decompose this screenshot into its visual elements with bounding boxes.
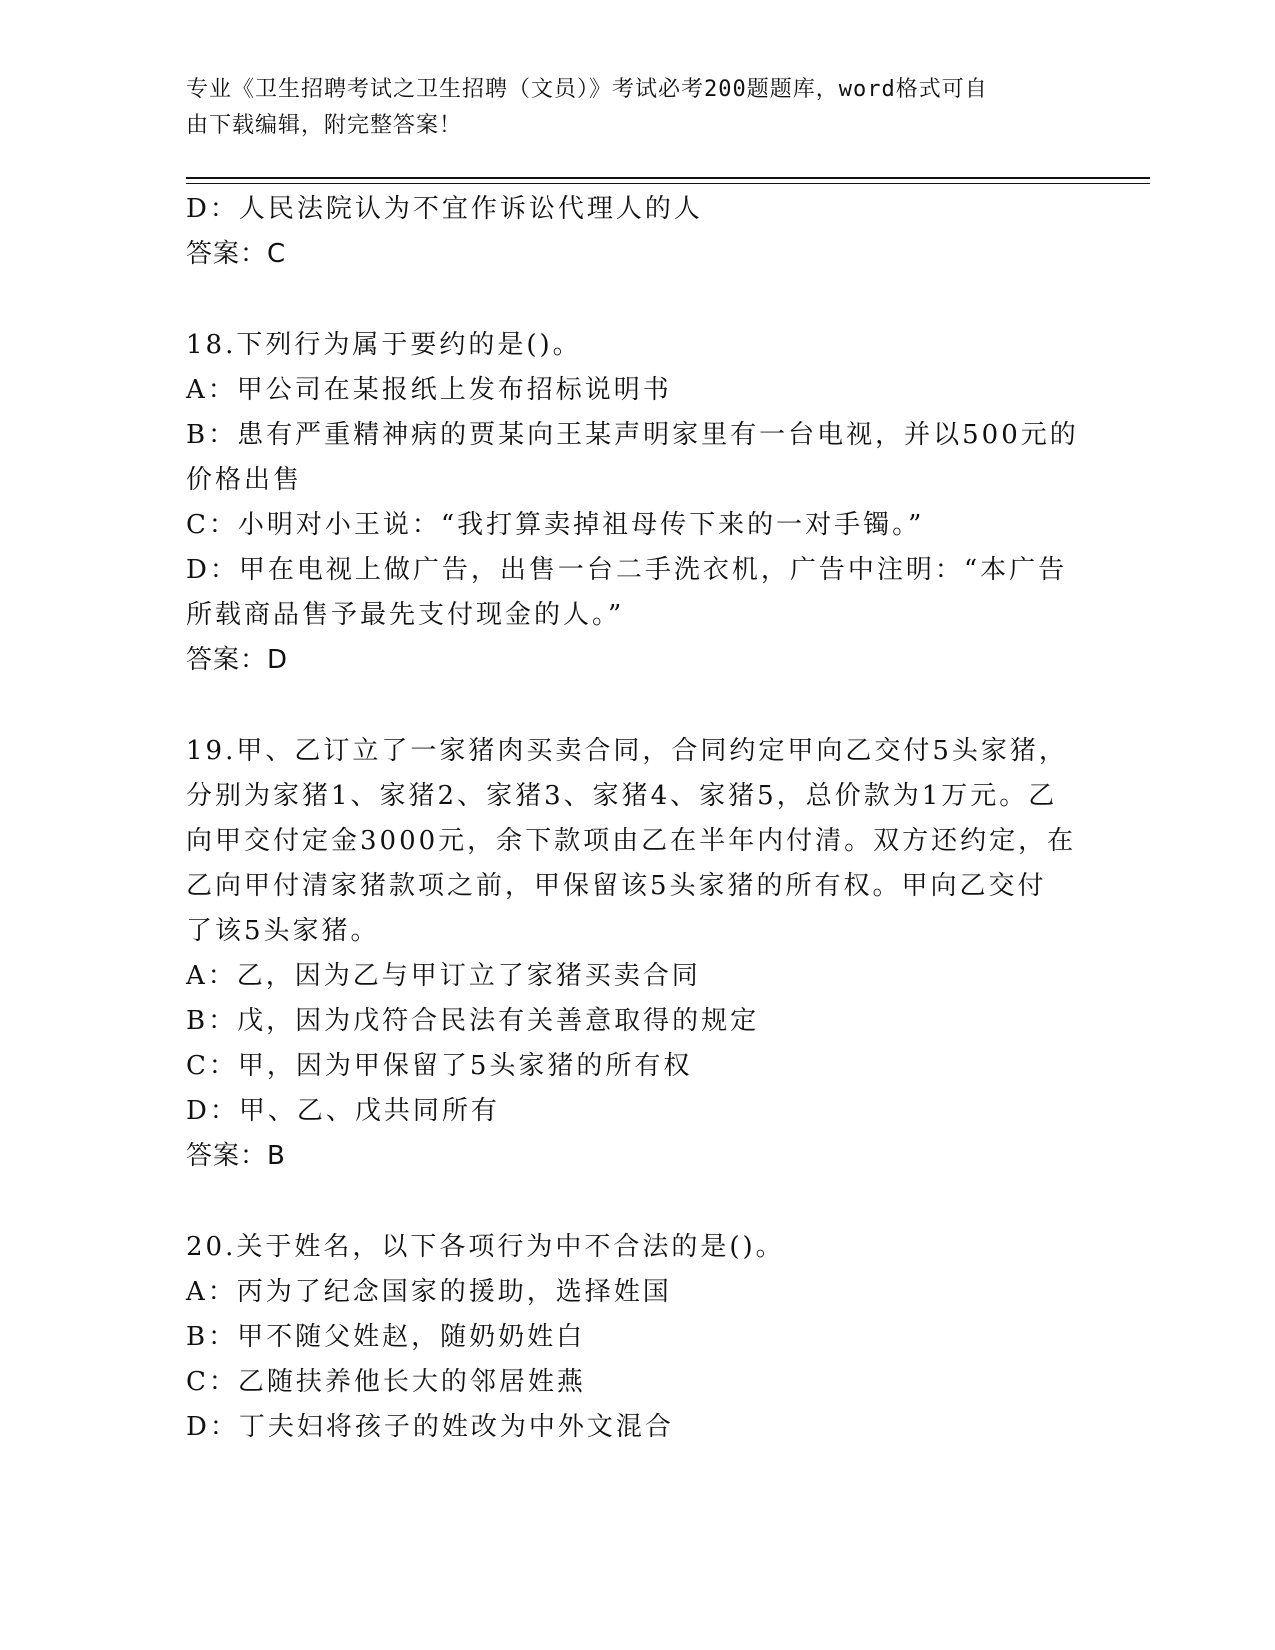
option-d-line-2: 所载商品售予最先支付现金的人。”	[186, 600, 625, 630]
option-c: C：乙随扶养他长大的邻居姓燕	[186, 1367, 586, 1397]
document-header	[186, 72, 1066, 144]
question-text-line-2: 分别为家猪1、家猪2、家猪3、家猪4、家猪5，总价款为1万元。乙	[186, 781, 1058, 811]
question-19	[186, 729, 1086, 1179]
option-b-line-1: B：患有严重精神病的贾某向王某声明家里有一台电视，并以500元的	[186, 420, 1079, 450]
option-d: D：人民法院认为不宜作诉讼代理人的人	[186, 194, 703, 224]
document-body	[186, 187, 1086, 1450]
question-17	[186, 187, 1086, 277]
answer: 答案：D	[186, 645, 289, 675]
option-c: C：小明对小王说：“我打算卖掉祖母传下来的一对手镯。”	[186, 510, 925, 540]
question-text: 20.关于姓名，以下各项行为中不合法的是()。	[186, 1232, 785, 1262]
option-c: C：甲，因为甲保留了5头家猪的所有权	[186, 1051, 693, 1081]
header-line-2: 由下载编辑，附完整答案！	[186, 113, 463, 138]
question-18	[186, 323, 1086, 683]
header-line-1: 专业《卫生招聘考试之卫生招聘（文员）》考试必考200题题库，word格式可自	[186, 77, 988, 102]
option-d-line-1: D：甲在电视上做广告，出售一台二手洗衣机，广告中注明：“本广告	[186, 555, 1068, 585]
question-text-line-3: 向甲交付定金3000元，余下款项由乙在半年内付清。双方还约定，在	[186, 826, 1077, 856]
answer: 答案：B	[186, 1141, 286, 1171]
option-a: A：乙，因为乙与甲订立了家猪买卖合同	[186, 961, 701, 991]
question-text: 18.下列行为属于要约的是()。	[186, 330, 582, 360]
option-d: D：甲、乙、戊共同所有	[186, 1096, 500, 1126]
question-20	[186, 1225, 1086, 1450]
option-b: B：甲不随父姓赵，随奶奶姓白	[186, 1322, 586, 1352]
question-text-line-4: 乙向甲付清家猪款项之前，甲保留该5头家猪的所有权。甲向乙交付	[186, 871, 1047, 901]
option-a: A：丙为了纪念国家的援助，选择姓国	[186, 1277, 672, 1307]
header-divider-thick	[186, 177, 1150, 179]
option-b: B：戊，因为戊符合民法有关善意取得的规定	[186, 1006, 760, 1036]
question-text-line-1: 19.甲、乙订立了一家猪肉买卖合同，合同约定甲向乙交付5头家猪，	[186, 736, 1068, 766]
question-text-line-5: 了该5头家猪。	[186, 916, 380, 946]
option-d: D：丁夫妇将孩子的姓改为中外文混合	[186, 1412, 674, 1442]
answer: 答案：C	[186, 239, 287, 269]
option-a: A：甲公司在某报纸上发布招标说明书	[186, 375, 672, 405]
option-b-line-2: 价格出售	[186, 465, 303, 495]
header-divider-thin	[186, 183, 1150, 184]
